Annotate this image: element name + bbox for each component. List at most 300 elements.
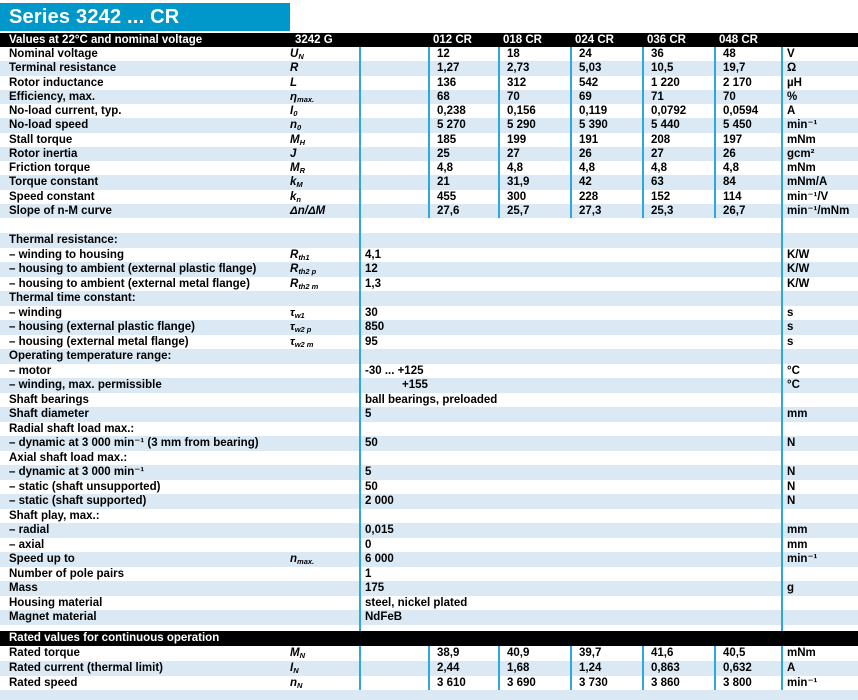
row-symbol: J [290, 147, 297, 160]
column-divider [570, 646, 572, 661]
column-divider [714, 646, 716, 661]
row-label: Housing material [9, 596, 103, 609]
row-label: Radial shaft load max.: [9, 422, 135, 435]
cell-value: 3 800 [723, 676, 752, 689]
cell-value: 5 [365, 408, 372, 420]
column-divider [428, 61, 430, 75]
row-label: Shaft diameter [9, 408, 89, 420]
detail-row [0, 581, 858, 596]
column-divider [359, 676, 361, 691]
row-label: – housing to ambient (external plastic flange) [9, 263, 257, 275]
row-unit: mNm [787, 133, 816, 146]
row-symbol: $M_N$ [290, 647, 306, 660]
row-unit: µH [787, 76, 802, 89]
cell-value: 1 [365, 567, 372, 580]
cell-value: -30 ... +125 [365, 364, 424, 377]
column-divider [428, 646, 430, 661]
cell-value: 12 [437, 48, 450, 60]
column-divider [714, 190, 716, 204]
column-divider [642, 90, 644, 104]
cell-value: 2 170 [723, 76, 752, 89]
column-divider [498, 175, 500, 189]
detail-row [0, 291, 858, 306]
row-unit: mm [787, 408, 808, 420]
spec-row [0, 161, 858, 175]
row-unit: mm [787, 538, 808, 551]
spec-row [0, 118, 858, 132]
spec-row [0, 175, 858, 189]
cell-value: 48 [723, 48, 736, 60]
cell-value: 185 [437, 133, 457, 146]
cell-value: 0,0792 [651, 105, 687, 117]
cell-value: 0 [365, 538, 372, 551]
detail-row [0, 306, 858, 321]
column-divider [642, 661, 644, 676]
cell-value: 0,238 [437, 105, 466, 117]
cell-value: 41,6 [651, 647, 674, 659]
cell-value: 2,44 [437, 661, 460, 674]
column-divider [642, 47, 644, 61]
row-label: Rated speed [9, 676, 78, 689]
divider-values [359, 47, 361, 631]
cell-value: 40,5 [723, 647, 746, 659]
cell-value: 0,015 [365, 524, 394, 536]
page-title: Series 3242 ... CR [0, 3, 290, 31]
row-label: Terminal resistance [9, 62, 117, 75]
cell-value: 27 [507, 147, 520, 160]
row-symbol: R [290, 62, 299, 75]
divider-units [781, 47, 783, 631]
row-symbol: $R_{th1}$ [290, 248, 310, 262]
row-label: No-load speed [9, 119, 89, 132]
row-symbol: $n_0$ [290, 119, 302, 133]
cell-value: 5,03 [579, 62, 602, 75]
column-divider [428, 175, 430, 189]
cell-value: 2,73 [507, 62, 530, 75]
row-symbol: $n_N$ [290, 676, 303, 690]
row-label: Axial shaft load max.: [9, 451, 128, 464]
column-divider [428, 104, 430, 118]
bottom-band [0, 690, 858, 700]
column-divider [642, 175, 644, 189]
column-divider [498, 118, 500, 132]
column-divider [642, 133, 644, 147]
column-divider [498, 676, 500, 691]
column-divider [781, 676, 783, 691]
row-label: Nominal voltage [9, 48, 98, 60]
row-symbol: $\eta_{max.}$ [290, 90, 315, 104]
column-divider [642, 646, 644, 661]
detail-row [0, 422, 858, 437]
cell-value: 0,156 [507, 105, 536, 117]
column-divider [570, 161, 572, 175]
cell-value: ball bearings, preloaded [365, 393, 498, 406]
detail-row [0, 349, 858, 364]
row-label: – dynamic at 3 000 min⁻¹ (3 mm from bearing) [9, 437, 259, 449]
row-unit: min⁻¹ [787, 119, 818, 132]
header-condition-label: Values at 22°C and nominal voltage [9, 34, 203, 46]
row-symbol: $M_R$ [290, 162, 306, 175]
row-label: Rated torque [9, 647, 80, 659]
row-unit: mNm [787, 162, 816, 174]
cell-value: steel, nickel plated [365, 596, 468, 609]
cell-value: 40,9 [507, 647, 530, 659]
detail-row [0, 509, 858, 524]
header-column-label: 036 CR [647, 34, 686, 46]
row-label: Operating temperature range: [9, 350, 172, 362]
column-divider [428, 204, 430, 218]
spec-row [0, 76, 858, 90]
row-symbol: $\tau_{w2 p}$ [290, 321, 312, 334]
column-divider [570, 147, 572, 161]
row-unit: Ω [787, 62, 797, 75]
cell-value: 68 [437, 90, 450, 103]
cell-value: 208 [651, 133, 671, 146]
row-label: – housing (external metal flange) [9, 335, 189, 348]
row-symbol: L [290, 76, 298, 89]
cell-value: 27,6 [437, 204, 460, 217]
detail-row [0, 567, 858, 582]
cell-value: 136 [437, 76, 457, 89]
header-column-label: 048 CR [719, 34, 758, 46]
cell-value: 26 [579, 147, 592, 160]
detail-row [0, 523, 858, 538]
row-unit: min⁻¹ [787, 676, 818, 689]
detail-row [0, 277, 858, 292]
cell-value: 5 450 [723, 119, 752, 132]
row-label: – motor [9, 364, 52, 377]
spec-row [0, 133, 858, 147]
column-divider [642, 161, 644, 175]
row-label: No-load current, typ. [9, 105, 122, 117]
column-divider [570, 104, 572, 118]
cell-value: 70 [507, 90, 520, 103]
rated-row [0, 661, 858, 676]
rated-header-bar [0, 631, 858, 646]
column-divider [714, 676, 716, 691]
cell-value: 0,119 [579, 105, 608, 117]
column-divider [498, 61, 500, 75]
cell-value: 4,1 [365, 248, 381, 261]
detail-table [0, 233, 858, 625]
cell-value: 1 220 [651, 76, 680, 89]
row-unit: N [787, 495, 796, 507]
cell-value: 27,3 [579, 204, 602, 217]
column-divider [498, 76, 500, 90]
row-unit: min⁻¹/V [787, 190, 829, 203]
row-label: Thermal time constant: [9, 292, 136, 304]
cell-value: 455 [437, 190, 457, 203]
column-divider [359, 646, 361, 661]
row-symbol: $n_{max.}$ [290, 553, 315, 566]
column-divider [642, 104, 644, 118]
cell-value: 2 000 [365, 495, 394, 507]
column-divider [428, 133, 430, 147]
row-unit: V [787, 48, 795, 60]
row-unit: °C [787, 379, 800, 391]
row-label: – axial [9, 538, 45, 551]
cell-value: 84 [723, 176, 736, 189]
detail-row [0, 393, 858, 408]
detail-row [0, 233, 858, 248]
column-divider [570, 133, 572, 147]
column-divider [570, 661, 572, 676]
cell-value: 10,5 [651, 62, 674, 75]
row-symbol: $\tau_{w1}$ [290, 306, 305, 320]
detail-row [0, 378, 858, 393]
row-symbol: $\tau_{w2 m}$ [290, 335, 314, 349]
cell-value: 39,7 [579, 647, 602, 659]
cell-value: 6 000 [365, 553, 394, 565]
cell-value: 0,0594 [723, 105, 759, 117]
cell-value: NdFeB [365, 611, 403, 623]
column-divider [714, 161, 716, 175]
column-divider [498, 147, 500, 161]
cell-value: 69 [579, 90, 592, 103]
row-unit: mNm/A [787, 176, 828, 189]
row-unit: K/W [787, 248, 810, 261]
column-divider [570, 90, 572, 104]
column-divider [642, 204, 644, 218]
row-unit: °C [787, 364, 800, 377]
column-divider [428, 161, 430, 175]
column-divider [714, 61, 716, 75]
header-series-code: 3242 G [295, 34, 333, 46]
row-label: Thermal resistance: [9, 234, 118, 246]
cell-value: 5 390 [579, 119, 608, 132]
column-divider [570, 61, 572, 75]
rated-header-label: Rated values for continuous operation [9, 632, 220, 644]
column-divider [570, 118, 572, 132]
column-divider [781, 661, 783, 676]
cell-value: 42 [579, 176, 592, 189]
row-unit: N [787, 466, 796, 478]
detail-row [0, 436, 858, 451]
cell-value: 1,3 [365, 277, 381, 290]
row-label: Speed up to [9, 553, 75, 565]
row-unit: A [787, 661, 796, 674]
detail-row [0, 248, 858, 263]
cell-value: 199 [507, 133, 527, 146]
row-unit: % [787, 90, 798, 103]
cell-value: 18 [507, 48, 520, 60]
cell-value: 31,9 [507, 176, 530, 189]
cell-value: 38,9 [437, 647, 460, 659]
spec-row [0, 47, 858, 61]
column-divider [714, 204, 716, 218]
cell-value: 1,24 [579, 661, 602, 674]
cell-value: 197 [723, 133, 743, 146]
cell-value: 3 730 [579, 676, 608, 689]
row-label: Shaft bearings [9, 393, 89, 406]
row-label: Friction torque [9, 162, 91, 174]
row-label: – radial [9, 524, 50, 536]
rated-row [0, 646, 858, 661]
cell-value: 5 270 [437, 119, 466, 132]
cell-value: 5 290 [507, 119, 536, 132]
row-label: Number of pole pairs [9, 567, 125, 580]
detail-row [0, 538, 858, 553]
column-divider [642, 147, 644, 161]
spec-row [0, 204, 858, 218]
cell-value: 850 [365, 321, 385, 333]
column-divider [428, 661, 430, 676]
column-divider [498, 47, 500, 61]
row-symbol: $k_n$ [290, 190, 301, 204]
detail-row [0, 494, 858, 509]
cell-value: 63 [651, 176, 664, 189]
column-divider [714, 90, 716, 104]
column-divider [428, 676, 430, 691]
cell-value: 152 [651, 190, 671, 203]
column-divider [714, 47, 716, 61]
column-divider [642, 61, 644, 75]
cell-value: 3 610 [437, 676, 466, 689]
table-header-bar [0, 33, 858, 48]
cell-value: 3 860 [651, 676, 680, 689]
cell-value: 3 690 [507, 676, 536, 689]
cell-value: 71 [651, 90, 664, 103]
row-label: Magnet material [9, 611, 97, 623]
row-label: Mass [9, 582, 38, 594]
cell-value: 114 [723, 190, 742, 203]
detail-row [0, 335, 858, 350]
column-divider [781, 646, 783, 661]
cell-value: 4,8 [723, 162, 739, 174]
column-divider [714, 147, 716, 161]
detail-row [0, 407, 858, 422]
column-divider [642, 76, 644, 90]
row-unit: s [787, 335, 794, 348]
column-divider [570, 175, 572, 189]
row-symbol: $U_N$ [290, 48, 304, 61]
cell-value: 1,68 [507, 661, 530, 674]
row-unit: K/W [787, 263, 810, 275]
cell-value: 542 [579, 76, 599, 89]
column-divider [714, 104, 716, 118]
column-divider [642, 190, 644, 204]
column-divider [498, 646, 500, 661]
cell-value: 312 [507, 76, 527, 89]
row-label: – housing to ambient (external metal flange) [9, 277, 250, 290]
row-label: Rotor inductance [9, 76, 104, 89]
row-symbol: Δn/ΔM [290, 204, 326, 217]
cell-value: 0,863 [651, 661, 680, 674]
column-divider [498, 104, 500, 118]
row-unit: mm [787, 524, 808, 536]
row-symbol: $I_0$ [290, 105, 298, 118]
column-divider [714, 175, 716, 189]
spec-row [0, 190, 858, 204]
row-label: – winding to housing [9, 248, 124, 261]
cell-value: 25,7 [507, 204, 530, 217]
cell-value: 30 [365, 306, 378, 319]
row-label: – static (shaft supported) [9, 495, 147, 507]
cell-value: 27 [651, 147, 664, 160]
column-divider [428, 90, 430, 104]
column-divider [570, 190, 572, 204]
detail-row [0, 320, 858, 335]
cell-value: +155 [402, 379, 428, 391]
column-divider [428, 118, 430, 132]
column-divider [498, 161, 500, 175]
detail-row [0, 262, 858, 277]
row-label: Slope of n-M curve [9, 204, 112, 217]
detail-row [0, 465, 858, 480]
column-divider [428, 47, 430, 61]
rated-table [0, 646, 858, 690]
row-unit: g [787, 582, 795, 594]
column-divider [428, 147, 430, 161]
cell-value: 4,8 [579, 162, 595, 174]
row-unit: gcm² [787, 147, 815, 160]
cell-value: 5 440 [651, 119, 680, 132]
cell-value: 24 [579, 48, 592, 60]
detail-row [0, 451, 858, 466]
cell-value: 70 [723, 90, 736, 103]
row-unit: min⁻¹/mNm [787, 204, 850, 217]
spec-row [0, 147, 858, 161]
column-divider [498, 190, 500, 204]
cell-value: 95 [365, 335, 378, 348]
rated-row [0, 676, 858, 691]
column-divider [714, 76, 716, 90]
row-symbol: $M_H$ [290, 133, 306, 147]
header-column-label: 012 CR [433, 34, 472, 46]
cell-value: 191 [579, 133, 599, 146]
row-label: Shaft play, max.: [9, 509, 100, 522]
cell-value: 228 [579, 190, 599, 203]
column-divider [570, 204, 572, 218]
cell-value: 25,3 [651, 204, 674, 217]
cell-value: 175 [365, 582, 385, 594]
cell-value: 1,27 [437, 62, 460, 75]
column-divider [570, 47, 572, 61]
row-unit: s [787, 306, 794, 319]
detail-row [0, 610, 858, 625]
row-unit: min⁻¹ [787, 553, 818, 565]
row-label: – housing (external plastic flange) [9, 321, 195, 333]
cell-value: 5 [365, 466, 372, 478]
cell-value: 4,8 [507, 162, 523, 174]
cell-value: 19,7 [723, 62, 746, 75]
header-column-label: 018 CR [503, 34, 542, 46]
cell-value: 0,632 [723, 661, 752, 674]
cell-value: 26,7 [723, 204, 746, 217]
row-label: – static (shaft unsupported) [9, 480, 161, 493]
column-divider [570, 676, 572, 691]
cell-value: 50 [365, 437, 378, 449]
column-divider [428, 76, 430, 90]
row-label: Stall torque [9, 133, 73, 146]
cell-value: 21 [437, 176, 450, 189]
row-label: Rated current (thermal limit) [9, 661, 163, 674]
cell-value: 4,8 [651, 162, 667, 174]
cell-value: 26 [723, 147, 736, 160]
cell-value: 300 [507, 190, 527, 203]
detail-row [0, 480, 858, 495]
header-column-label: 024 CR [575, 34, 614, 46]
cell-value: 36 [651, 48, 664, 60]
row-unit: N [787, 437, 796, 449]
cell-value: 4,8 [437, 162, 453, 174]
cell-value: 12 [365, 263, 378, 275]
spec-row [0, 90, 858, 104]
spec-table [0, 47, 858, 218]
row-symbol: $k_M$ [290, 176, 303, 190]
row-symbol: $R_{th2 p}$ [290, 263, 317, 276]
column-divider [359, 661, 361, 676]
